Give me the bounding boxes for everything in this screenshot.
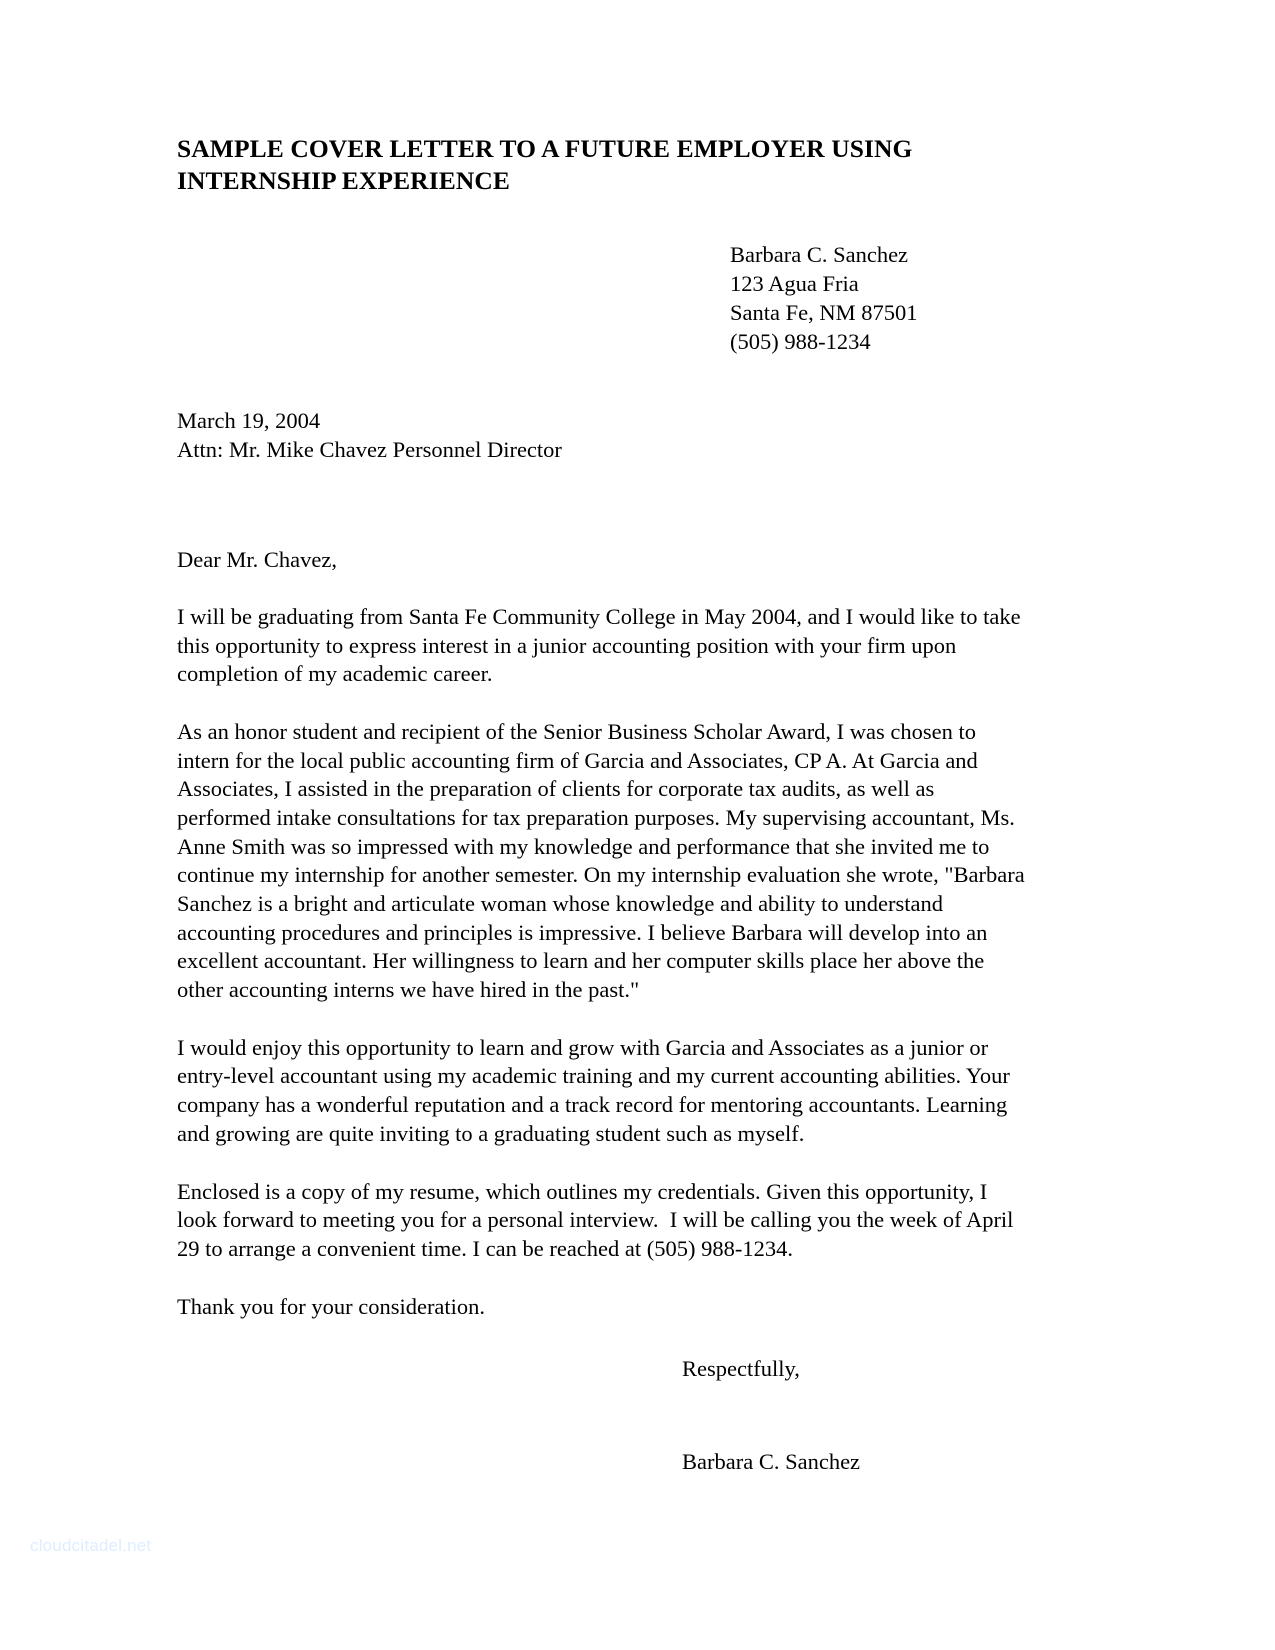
sender-address-block	[730, 240, 1027, 356]
footer-watermark: cloudcitadel.net	[30, 1536, 152, 1555]
body-paragraph-1: I will be graduating from Santa Fe Community College in May 2004, and I would like to take this opportunity to express interest in a junior accounting position with your firm upon completion of my academic career.	[177, 603, 1027, 687]
body-paragraph-3: I would enjoy this opportunity to learn and grow with Garcia and Associates as a junior or entry-level accountant using my academic training and my current accounting abilities. Your company has a wonderful reputation and a track record for mentoring accountants. Learning and growing are quite inviting to a graduating student such as myself.	[177, 1034, 1016, 1146]
attention-line: Attn: Mr. Mike Chavez Personnel Director	[177, 436, 562, 462]
page-title: SAMPLE COVER LETTER TO A FUTURE EMPLOYER USING INTERNSHIP EXPERIENCE	[177, 134, 913, 196]
signature-name: Barbara C. Sanchez	[682, 1449, 861, 1475]
closing-salutation: Respectfully,	[682, 1356, 800, 1382]
body-paragraph-5: Thank you for your consideration.	[177, 1293, 486, 1319]
sender-street: 123 Agua Fria	[730, 270, 859, 296]
letter-date: March 19, 2004	[177, 407, 321, 433]
sender-phone: (505) 988-1234	[730, 328, 871, 354]
salutation: Dear Mr. Chavez,	[177, 546, 337, 572]
body-paragraph-2: As an honor student and recipient of the Senior Business Scholar Award, I was chosen to intern for the local public accounting firm of Garcia and Associates, CP A. At Garcia and Associates, I assisted in the preparation of clients for corporate tax audits, as well as performed intake consultations for tax preparation purposes. My supervising accountant, Ms. Anne Smith was so impressed with my knowledge and performance that she invited me to continue my internship for another semester. On my internship evaluation she wrote, "Barbara Sanchez is a bright and articulate woman whose knowledge and ability to understand accounting procedures and principles is impressive. I believe Barbara will develop into an excellent accountant. Her willingness to learn and her computer skills place her above the other accounting interns we have hired in the past."	[177, 718, 1031, 1003]
sender-city-state-zip: Santa Fe, NM 87501	[730, 299, 918, 325]
date-and-attention-block	[177, 406, 1027, 464]
letter-body	[177, 133, 1031, 1476]
body-paragraph-4: Enclosed is a copy of my resume, which outlines my credentials. Given this opportunity, I look forward to meeting you for a personal interview. I will be calling you the week of April 29 to arrange a convenient time. I can be reached at (505) 988-1234.	[177, 1178, 1020, 1261]
sender-name: Barbara C. Sanchez	[730, 241, 909, 267]
